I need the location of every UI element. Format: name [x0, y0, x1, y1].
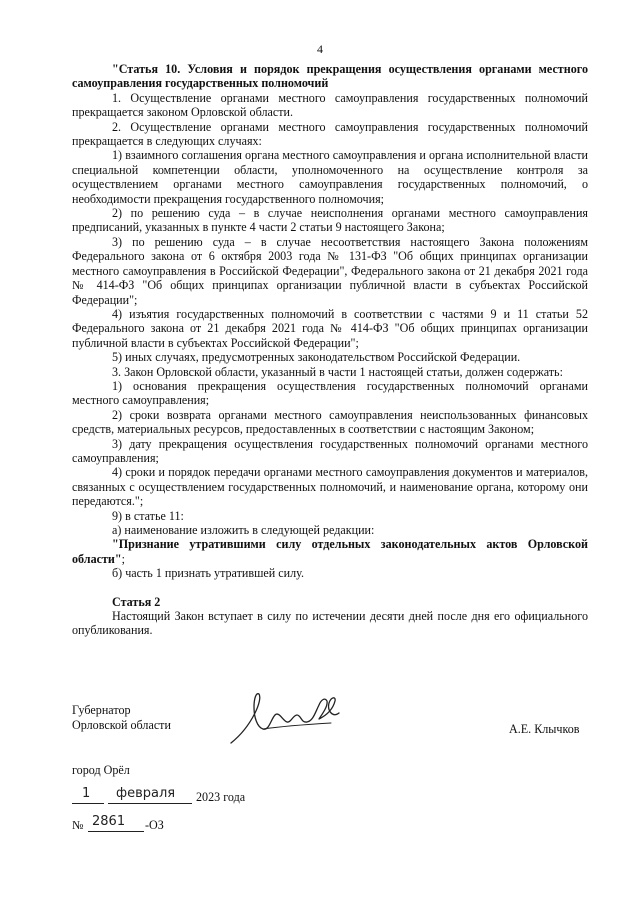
article-10-content-1: 1) основания прекращения осуществления государственных полномочий органами местного самоуправления; — [72, 378, 588, 408]
article-10-content-2: 2) сроки возврата органами местного самоуправления неиспользованных финансовых средств, материальных ресурсов, предоставленных в соответствии с настоящим Законом; — [72, 407, 588, 437]
article-2-title: Статья 2 — [112, 594, 161, 609]
law-number: 2861 — [92, 814, 126, 829]
article-10-case-1: 1) взаимного соглашения органа местного самоуправления и органа исполнительной власти специальной компетенции области, уполномоченного на осуществление контроля за осуществлением органами местного самоуправления государственных полномочий, о необходимости прекращения государственного полномочия; — [72, 148, 588, 206]
article-2-text: Настоящий Закон вступает в силу по истечении десяти дней после дня его официального опубликования. — [72, 609, 588, 638]
amendment-9-a: а) наименование изложить в следующей редакции: — [112, 523, 375, 537]
governor-name: А.Е. Клычков — [509, 722, 580, 736]
article-10-part-1: 1. Осуществление органами местного самоуправления государственных полномочий прекращается законом Орловской области. — [72, 90, 588, 120]
article-10-case-3: 3) по решению суда – в случае несоответствия настоящего Закона положениям Федерального закона от 6 октября 2003 года № 131-ФЗ "Об общих принципах организации местного самоуправления в Российской Федерации", Федерального закона от 21 декабря 2021 года № 414-ФЗ "Об общих принципах организации публичной власти в субъектах Российской Федерации"; — [72, 234, 588, 307]
article-10-content-3: 3) дату прекращения осуществления государственных полномочий органами местного самоуправления; — [72, 436, 588, 465]
amendment-9-b: б) часть 1 признать утратившей силу. — [112, 566, 304, 581]
date-year: 2023 года — [196, 790, 246, 804]
article-10-title: "Статья 10. Условия и порядок прекращения осуществления органами местного самоуправления государственных полномочий — [72, 62, 588, 91]
document-body — [72, 62, 588, 638]
article-10-content-4: 4) сроки и порядок передачи органами местного самоуправления документов и материалов, связанных с осуществлением государственных полномочий, и наименование органа, которому они передаются."; — [72, 465, 588, 509]
new-title-text: "Признание утратившими силу отдельных законодательных актов Орловской области" — [72, 537, 588, 566]
date-month: февраля — [116, 786, 176, 801]
date-day: 1 — [82, 786, 91, 801]
amendment-9-new-title — [72, 537, 588, 566]
number-suffix: -ОЗ — [145, 818, 164, 832]
signature-block — [72, 703, 588, 923]
city: город Орёл — [72, 763, 130, 777]
handwritten-signature-icon — [227, 691, 357, 749]
number-prefix: № — [72, 818, 84, 832]
article-10-case-4: 4) изъятия государственных полномочий в соответствии с частями 9 и 11 статьи 52 Федерального закона от 21 декабря 2021 года № 414-ФЗ "Об общих принципах организации публичной власти в субъектах Российской Федерации"; — [72, 306, 588, 350]
amendment-9-intro: 9) в статье 11: — [112, 508, 184, 523]
governor-title: Губернатор — [72, 703, 131, 717]
page-number: 4 — [317, 42, 323, 56]
governor-region: Орловской области — [72, 718, 171, 732]
new-title-tail: ; — [121, 551, 125, 566]
article-10-part-2: 2. Осуществление органами местного самоуправления государственных полномочий прекращается в следующих случаях: — [72, 119, 588, 149]
article-10-case-5: 5) иных случаях, предусмотренных законодательством Российской Федерации. — [112, 350, 521, 365]
article-10-part-3: 3. Закон Орловской области, указанный в части 1 настоящей статьи, должен содержать: — [112, 364, 563, 379]
article-10-case-2: 2) по решению суда – в случае неисполнения органами местного самоуправления предписаний, указанных в пункте 4 части 2 статьи 9 настоящего Закона; — [72, 206, 588, 235]
